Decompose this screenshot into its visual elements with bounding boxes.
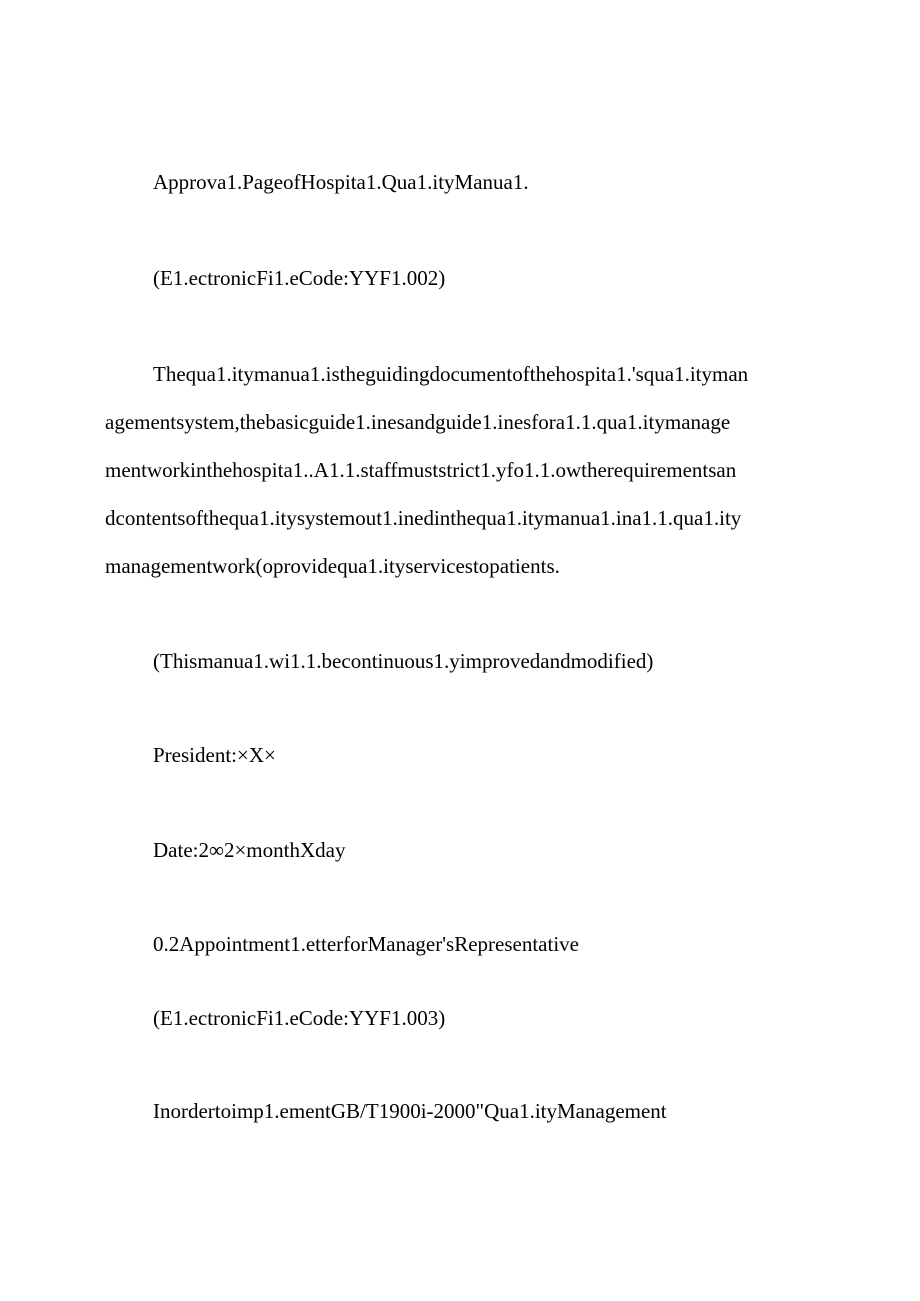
approval-page-title: Approva1.PageofHospita1.Qua1.ityManua1. xyxy=(153,170,529,194)
paragraph-line: managementwork(oprovidequa1.ityservicestopatients. xyxy=(105,554,560,578)
paragraph-line: mentworkinthehospita1..A1.1.staffmuststrict1.yfo1.1.owtherequirementsan xyxy=(105,458,737,482)
paragraph-line: Thequa1.itymanua1.istheguidingdocumentofthehospita1.'squa1.ityman xyxy=(153,362,749,386)
electronic-file-code: (E1.ectronicFi1.eCode:YYF1.003) xyxy=(153,1006,446,1030)
paragraph-line: agementsystem,thebasicguide1.inesandguide1.inesfora1.1.qua1.itymanage xyxy=(105,410,731,434)
improvement-note: (Thismanua1.wi1.1.becontinuous1.yimprovedandmodified) xyxy=(153,649,654,673)
date-line: Date:2∞2×monthXday xyxy=(153,838,346,862)
section-heading: 0.2Appointment1.etterforManager'sRepresentative xyxy=(153,932,579,956)
paragraph-line: dcontentsofthequa1.itysystemout1.inedinthequa1.itymanua1.ina1.1.qua1.ity xyxy=(105,506,742,530)
electronic-file-code: (E1.ectronicFi1.eCode:YYF1.002) xyxy=(153,266,446,290)
closing-line: Inordertoimp1.ementGB/T1900i-2000"Qua1.ityManagement xyxy=(153,1099,667,1123)
president-line: President:×X× xyxy=(153,743,276,767)
